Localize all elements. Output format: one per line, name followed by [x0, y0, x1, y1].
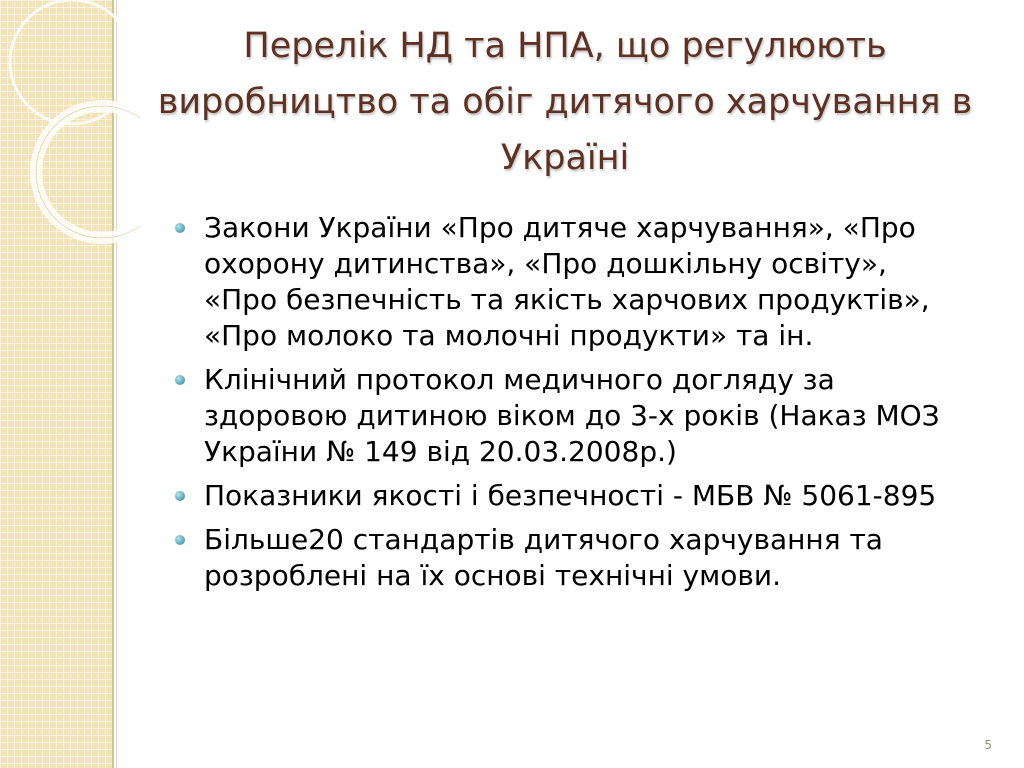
list-item-text: Клінічний протокол медичного догляду за здоровою дитиною віком до 3-х років (Наказ МОЗ України № 149 від 20.03.2008р.) [204, 363, 940, 468]
slide-title: Перелік НД та НПА, що регулюють виробництво та обіг дитячого харчування в Україні [157, 26, 973, 178]
list-item [168, 362, 968, 470]
list-item [168, 210, 968, 354]
bullet-icon [175, 223, 185, 233]
decorative-rings [0, 0, 140, 260]
list-item-text: Закони України «Про дитяче харчування», «Про охорону дитинства», «Про дошкільну освіту», «Про безпечність та якість харчових продуктів», «Про молоко та молочні продукти» та ін. [204, 211, 930, 352]
decorative-ring-lower [36, 106, 140, 238]
slide-number: 5 [984, 738, 992, 752]
bullet-icon [175, 375, 185, 385]
list-item-text: Більше20 стандартів дитячого харчування та розроблені на їх основі технічні умови. [204, 523, 883, 592]
bullet-icon [175, 491, 185, 501]
list-item-text: Показники якості і безпечності - МБВ № 5061-895 [204, 479, 937, 512]
list-item [168, 522, 968, 594]
list-item [168, 478, 968, 514]
bullet-icon [175, 535, 185, 545]
bullet-list [168, 210, 968, 602]
